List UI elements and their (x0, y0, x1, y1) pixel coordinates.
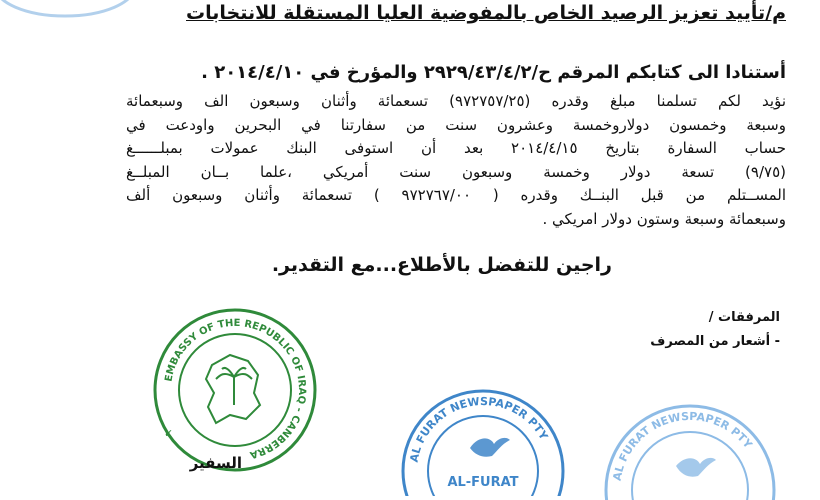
body-line: نؤيد لكم تسلمنا مبلغ وقدره (٩٧٢٧٥٧/٢٥) تسعمائة وأثنان وسبعون الف وسبعمائة (126, 92, 786, 110)
attachment-item: - أشعار من المصرف (650, 334, 780, 349)
body-line: حساب السفارة بتاريخ ٢٠١٤/٤/١٥ بعد أن استوفى البنك عمولات بمبلــــــغ (126, 139, 786, 157)
letter-subject: م/تأييد تعزيز الرصيد الخاص بالمفوضية العليا المستقلة للانتخابات (186, 2, 786, 24)
letter-closing: راجين للتفضل بالأطلاع...مع التقدير. (271, 254, 612, 276)
body-line: (٩/٧٥) تسعة دولار وخمسة وسبعون سنت أمريكي ،علما بــان المبلــغ (126, 162, 786, 181)
signer-title: السفير (189, 454, 242, 472)
svg-text:EMBASSY OF THE REPUBLIC OF IRA: EMBASSY OF THE REPUBLIC OF IRAQ - CANBERRA (163, 317, 308, 461)
letter-body (126, 90, 786, 231)
body-line: وسبعة وخمسون دولاروخمسة وعشرون سنت من سفارتنا في البحرين واودعت في (126, 115, 786, 134)
svg-text:AL FURAT NEWSPAPER PTY: AL FURAT NEWSPAPER PTY (610, 409, 755, 482)
newspaper-stamp-2 (600, 400, 780, 500)
svg-text:✓: ✓ (164, 427, 174, 440)
attachments-title: المرفقات / (708, 310, 780, 325)
body-line: المســتلم من قبل البنــك وقدره ( ٩٧٢٧٦٧/٠٠ ) تسعمائة وأثنان وسبعون ألف (126, 186, 787, 204)
letter-reference: أستنادا الى كتابكم المرقم ح/٢٩٢٩/٤٣/٤/٢ والمؤرخ في ٢٠١٤/٤/١٠ . (201, 62, 786, 83)
svg-text:AL FURAT NEWSPAPER PTY: AL FURAT NEWSPAPER PTY (407, 394, 551, 464)
embassy-stamp (150, 305, 320, 475)
body-line: وسبعمائة وسبعة وستون دولار امريكي . (542, 209, 786, 228)
svg-text:AL-FURAT: AL-FURAT (447, 475, 519, 490)
